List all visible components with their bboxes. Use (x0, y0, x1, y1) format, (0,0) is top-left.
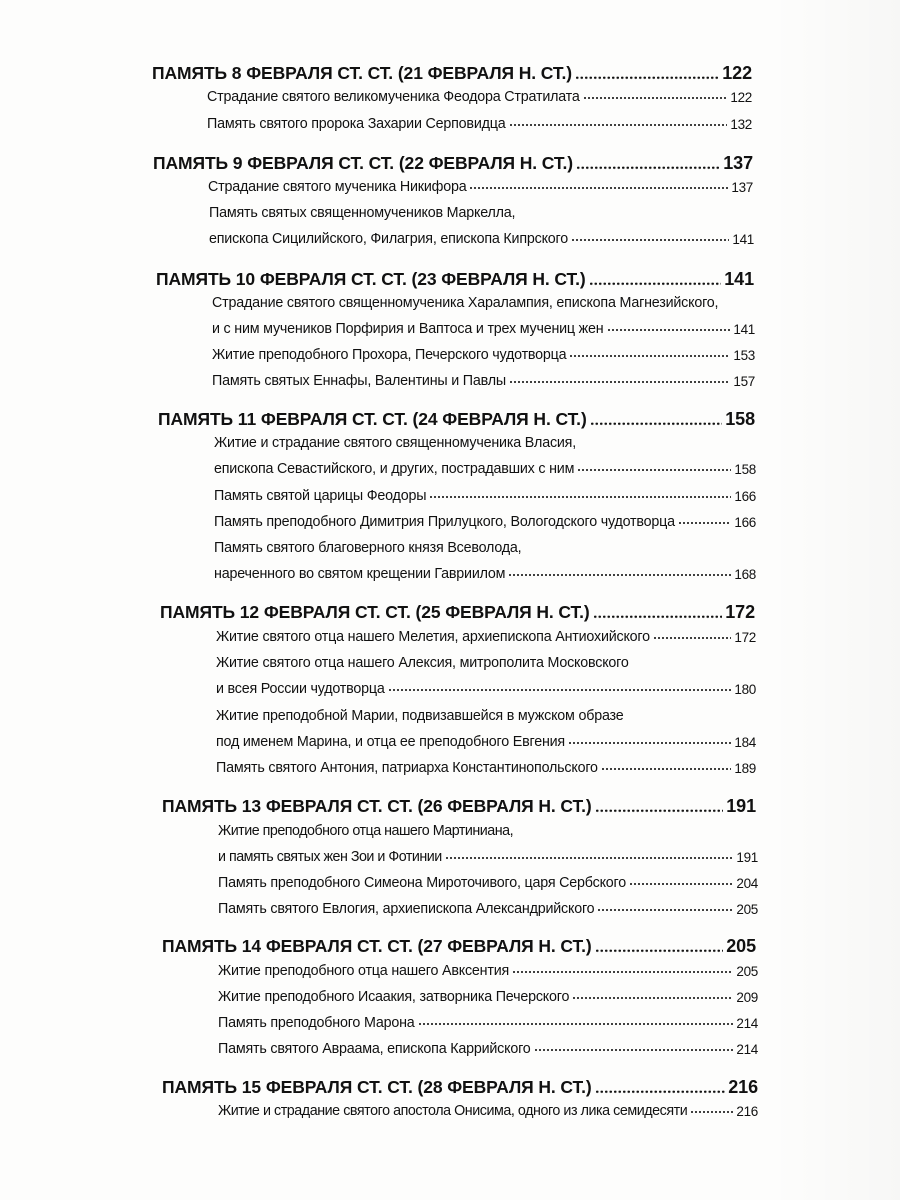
dot-leader (690, 1110, 733, 1114)
toc-item-page: 216 (736, 1104, 758, 1119)
toc-item-title: Житие святого отца нашего Мелетия, архиепископа Антиохийского (216, 629, 650, 645)
toc-item (216, 734, 756, 750)
dot-leader (568, 741, 731, 745)
dot-leader (653, 636, 731, 640)
dot-leader (595, 809, 724, 813)
toc-item-title: под именем Марина, и отца ее преподобного Евгения (216, 734, 565, 750)
toc-item (218, 963, 758, 979)
dot-leader (595, 949, 724, 953)
dot-leader (583, 96, 728, 100)
toc-item-page: 184 (734, 735, 756, 750)
dot-leader (577, 468, 731, 472)
dot-leader (388, 688, 732, 692)
toc-item-title-line: Житие преподобной Марии, подвизавшейся в мужском образе (216, 708, 624, 724)
toc-item-page: 189 (734, 761, 756, 776)
toc-item-page: 141 (732, 232, 754, 247)
toc-item (214, 488, 756, 504)
section-heading-title: ПАМЯТЬ 10 ФЕВРАЛЯ СТ. СТ. (23 ФЕВРАЛЯ Н. СТ.) (156, 269, 586, 289)
dot-leader (576, 166, 720, 170)
dot-leader (678, 521, 732, 525)
toc-item-page: 137 (731, 180, 753, 195)
dot-leader (534, 1048, 734, 1052)
section-heading-title: ПАМЯТЬ 12 ФЕВРАЛЯ СТ. СТ. (25 ФЕВРАЛЯ Н. СТ.) (160, 602, 590, 622)
toc-item-page: 166 (734, 515, 756, 530)
toc-item-title: Житие преподобного Исаакия, затворника Печерского (218, 989, 570, 1005)
toc-item-page: 153 (733, 348, 755, 363)
toc-item-page: 209 (736, 990, 758, 1005)
toc-item-page: 141 (733, 322, 755, 337)
toc-item (207, 116, 752, 132)
toc-item-title: Страдание святого мученика Никифора (208, 179, 467, 195)
toc-item-title: и всея России чудотворца (216, 681, 385, 697)
toc-item-title: Страдание святого великомученика Феодора Стратилата (207, 89, 580, 105)
toc-item (214, 461, 756, 477)
toc-item-page: 205 (736, 902, 758, 917)
toc-item-title: и с ним мучеников Порфирия и Ваптоса и трех мучениц жен (212, 321, 604, 337)
toc-item-title: и память святых жен Зои и Фотинии (218, 849, 442, 865)
toc-item-title-line: Страдание святого священномученика Харалампия, епископа Магнезийского, (212, 295, 719, 311)
section-heading (162, 936, 756, 957)
toc-item (218, 849, 758, 865)
toc-item-page: 158 (734, 462, 756, 477)
toc-item (209, 231, 754, 247)
section-heading-title: ПАМЯТЬ 15 ФЕВРАЛЯ СТ. СТ. (28 ФЕВРАЛЯ Н. СТ.) (162, 1077, 592, 1097)
toc-item-title: Память святого Авраама, епископа Каррийского (218, 1041, 531, 1057)
section-heading (162, 796, 756, 817)
dot-leader (509, 380, 730, 384)
toc-item-page: 157 (733, 374, 755, 389)
toc-item (212, 373, 755, 389)
toc-item (218, 1015, 758, 1031)
section-heading (152, 63, 752, 84)
toc-item-title: Память преподобного Марона (218, 1015, 415, 1031)
toc-item-title-line: Память святых священномучеников Маркелла, (209, 205, 516, 221)
section-heading-page: 216 (728, 1077, 758, 1097)
dot-leader (469, 186, 728, 190)
section-heading-title: ПАМЯТЬ 11 ФЕВРАЛЯ СТ. СТ. (24 ФЕВРАЛЯ Н. СТ.) (158, 409, 587, 429)
dot-leader (429, 495, 731, 499)
toc-item-title: Житие преподобного отца нашего Авксентия (218, 963, 510, 979)
toc-item-page: 180 (734, 682, 756, 697)
toc-item-page: 191 (736, 850, 758, 865)
section-heading (158, 409, 755, 430)
dot-leader (589, 282, 722, 286)
dot-leader (595, 1090, 726, 1094)
toc-item (216, 760, 756, 776)
section-heading-title: ПАМЯТЬ 13 ФЕВРАЛЯ СТ. СТ. (26 ФЕВРАЛЯ Н. СТ.) (162, 796, 592, 816)
toc-item-page: 172 (734, 630, 756, 645)
section-heading-title: ПАМЯТЬ 8 ФЕВРАЛЯ СТ. СТ. (21 ФЕВРАЛЯ Н. СТ.) (152, 63, 573, 83)
dot-leader (607, 328, 731, 332)
toc-item-title-line: Житие преподобного отца нашего Мартиниана, (218, 823, 514, 839)
toc-item (218, 875, 758, 891)
toc-item-title-line: Житие и страдание святого священномученика Власия, (214, 435, 576, 451)
dot-leader (575, 76, 719, 80)
section-heading-page: 158 (725, 409, 755, 429)
toc-item-title: епископа Севастийского, и других, пострадавших с ним (214, 461, 575, 477)
toc-item-title: нареченного во святом крещении Гавриилом (214, 566, 506, 582)
toc-item-title-line: Память святого благоверного князя Всеволода, (214, 540, 522, 556)
section-heading-title: ПАМЯТЬ 14 ФЕВРАЛЯ СТ. СТ. (27 ФЕВРАЛЯ Н. СТ.) (162, 936, 592, 956)
toc-item (214, 566, 756, 582)
toc-item (218, 989, 758, 1005)
dot-leader (629, 882, 733, 886)
section-heading-page: 122 (722, 63, 752, 83)
toc-item-page: 166 (734, 489, 756, 504)
toc-item (212, 321, 755, 337)
dot-leader (601, 767, 732, 771)
toc-item-page: 214 (736, 1016, 758, 1031)
toc-item-title: Память святого Антония, патриарха Константинопольского (216, 760, 598, 776)
section-heading (153, 153, 753, 174)
toc-item-page: 205 (736, 964, 758, 979)
section-heading (160, 602, 755, 623)
dot-leader (445, 856, 734, 860)
dot-leader (569, 354, 730, 358)
dot-leader (512, 970, 733, 974)
toc-item-page: 204 (736, 876, 758, 891)
toc-item-title: Память святой царицы Феодоры (214, 488, 427, 504)
dot-leader (572, 996, 733, 1000)
toc-item-page: 132 (730, 117, 752, 132)
toc-item-title: Житие преподобного Прохора, Печерского чудотворца (212, 347, 567, 363)
toc-item-title: Память святого пророка Захарии Серповидца (207, 116, 506, 132)
toc-item-page: 168 (734, 567, 756, 582)
toc-item (218, 1103, 758, 1119)
section-heading-page: 137 (723, 153, 753, 173)
toc-item (218, 901, 758, 917)
toc-item-title: Житие и страдание святого апостола Онисима, одного из лика семидесяти (218, 1103, 688, 1119)
section-heading-page: 205 (726, 936, 756, 956)
toc-item-title: епископа Сицилийского, Филагрия, епископа Кипрского (209, 231, 568, 247)
toc-item-title-line: Житие святого отца нашего Алексия, митрополита Московского (216, 655, 629, 671)
section-heading (156, 269, 754, 290)
toc-item-title: Память преподобного Димитрия Прилуцкого, Вологодского чудотворца (214, 514, 675, 530)
toc-item (207, 89, 752, 105)
toc-item (216, 629, 756, 645)
section-heading-title: ПАМЯТЬ 9 ФЕВРАЛЯ СТ. СТ. (22 ФЕВРАЛЯ Н. СТ.) (153, 153, 574, 173)
dot-leader (597, 908, 733, 912)
toc-item (218, 1041, 758, 1057)
dot-leader (509, 123, 728, 127)
section-heading (162, 1077, 758, 1098)
dot-leader (418, 1022, 734, 1026)
toc-item (214, 514, 756, 530)
toc-item-title: Память святых Еннафы, Валентины и Павлы (212, 373, 506, 389)
dot-leader (571, 238, 729, 242)
dot-leader (590, 422, 723, 426)
section-heading-page: 172 (725, 602, 755, 622)
toc-item-title: Память святого Евлогия, архиепископа Александрийского (218, 901, 595, 917)
section-heading-page: 141 (724, 269, 754, 289)
toc-item-title: Память преподобного Симеона Мироточивого, царя Сербского (218, 875, 626, 891)
section-heading-page: 191 (726, 796, 756, 816)
dot-leader (508, 573, 731, 577)
toc-item-page: 214 (736, 1042, 758, 1057)
toc-item (212, 347, 755, 363)
toc-item (208, 179, 753, 195)
dot-leader (593, 615, 723, 619)
toc-item-page: 122 (730, 90, 752, 105)
toc-item (216, 681, 756, 697)
